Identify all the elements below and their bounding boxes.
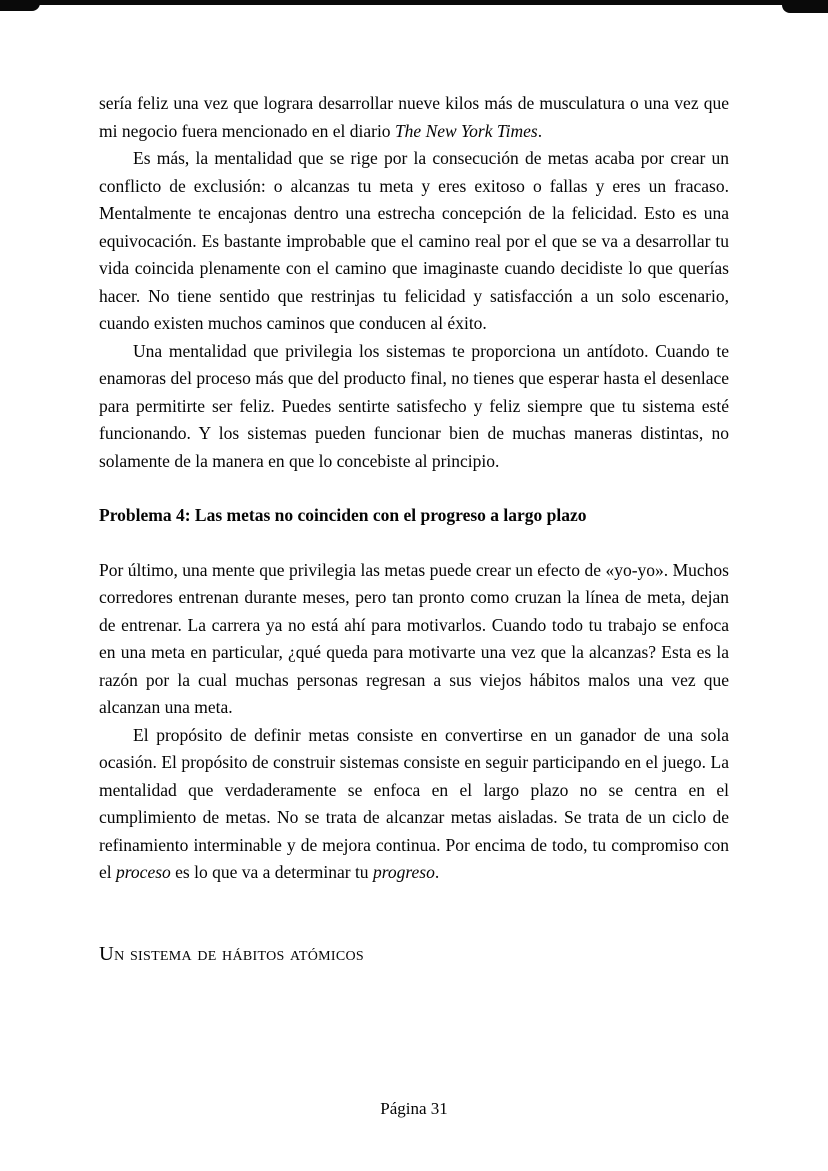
- paragraph-1-run-normal: .: [537, 120, 543, 141]
- paragraph-1-run-normal: sería feliz una vez que lograra desarrollar nueve kilos más de musculatura o una vez que mi negocio fuera mencionado en el diario: [99, 93, 729, 141]
- paragraph-5-run-italic-progreso: progreso: [372, 862, 435, 882]
- paragraph-5-run-normal: es lo que va a determinar tu: [170, 862, 373, 882]
- paragraph-4: Por último, una mente que privilegia las metas puede crear un efecto de «yo-yo». Muchos corredores entrenan durante meses, pero tan pronto como cruzan la línea de meta, dejan de entrenar. La carrera ya no está ahí para motivarlos. Cuando todo tu trabajo se enfoca en una meta en particular, ¿qué queda para motivarte una vez que la alcanzas? Esta es la razón por la cual muchas personas regresan a sus viejos hábitos malos una vez que alcanzan una meta.: [99, 559, 729, 717]
- paragraph-3: Una mentalidad que privilegia los sistemas te proporciona un antídoto. Cuando te enamoras del proceso más que del producto final, no tienes que esperar hasta el desenlace para permitirte ser feliz. Puedes sentirte satisfecho y feliz siempre que tu sistema esté funcionando. Y los sistemas pueden funcionar bien de muchas maneras distintas, no solamente de la manera en que lo concebiste al principio.: [99, 340, 729, 471]
- paragraph-1: [99, 90, 729, 145]
- subsection-heading-problema-4: Problema 4: Las metas no coinciden con el progreso a largo plazo: [99, 505, 587, 525]
- page-number: Página 31: [380, 1099, 448, 1118]
- scan-artifact-top-left: [0, 0, 40, 11]
- section-heading-un-sistema: Un sistema de hábitos atómicos: [99, 942, 364, 965]
- paragraph-2: Es más, la mentalidad que se rige por la consecución de metas acaba por crear un conflicto de exclusión: o alcanzas tu meta y eres exitoso o fallas y eres un fracaso. Mentalmente te encajonas dentro una estrecha concepción de la felicidad. Esto es una equivocación. Es bastante improbable que el camino real por el que se va a desarrollar tu vida coincida plenamente con el camino que imaginaste cuando decidiste lo que querías hacer. No tiene sentido que restrinjas tu felicidad y satisfacción a un solo escenario, cuando existen muchos caminos que conducen al éxito.: [99, 148, 729, 333]
- scan-artifact-top-edge: [0, 0, 828, 5]
- paragraph-1-run-italic: The New York Times: [394, 120, 538, 141]
- text-column: [99, 90, 729, 967]
- paragraph-5-run-normal: El propósito de definir metas consiste en convertirse en un ganador de una sola ocasión. El propósito de construir sistemas consiste en seguir participando en el juego. La mentalidad que verdaderamente se enfoca en el largo plazo no se centra en el cumplimiento de metas. No se trata de alcanzar metas aisladas. Se trata de un ciclo de refinamiento interminable y de mejora continua. Por encima de todo, tu compromiso con el: [99, 724, 729, 882]
- paragraph-5-run-normal: .: [434, 862, 440, 882]
- paragraph-5-run-italic-proceso: proceso: [116, 862, 171, 882]
- scan-artifact-top-right: [782, 0, 828, 13]
- paragraph-5: [99, 722, 729, 887]
